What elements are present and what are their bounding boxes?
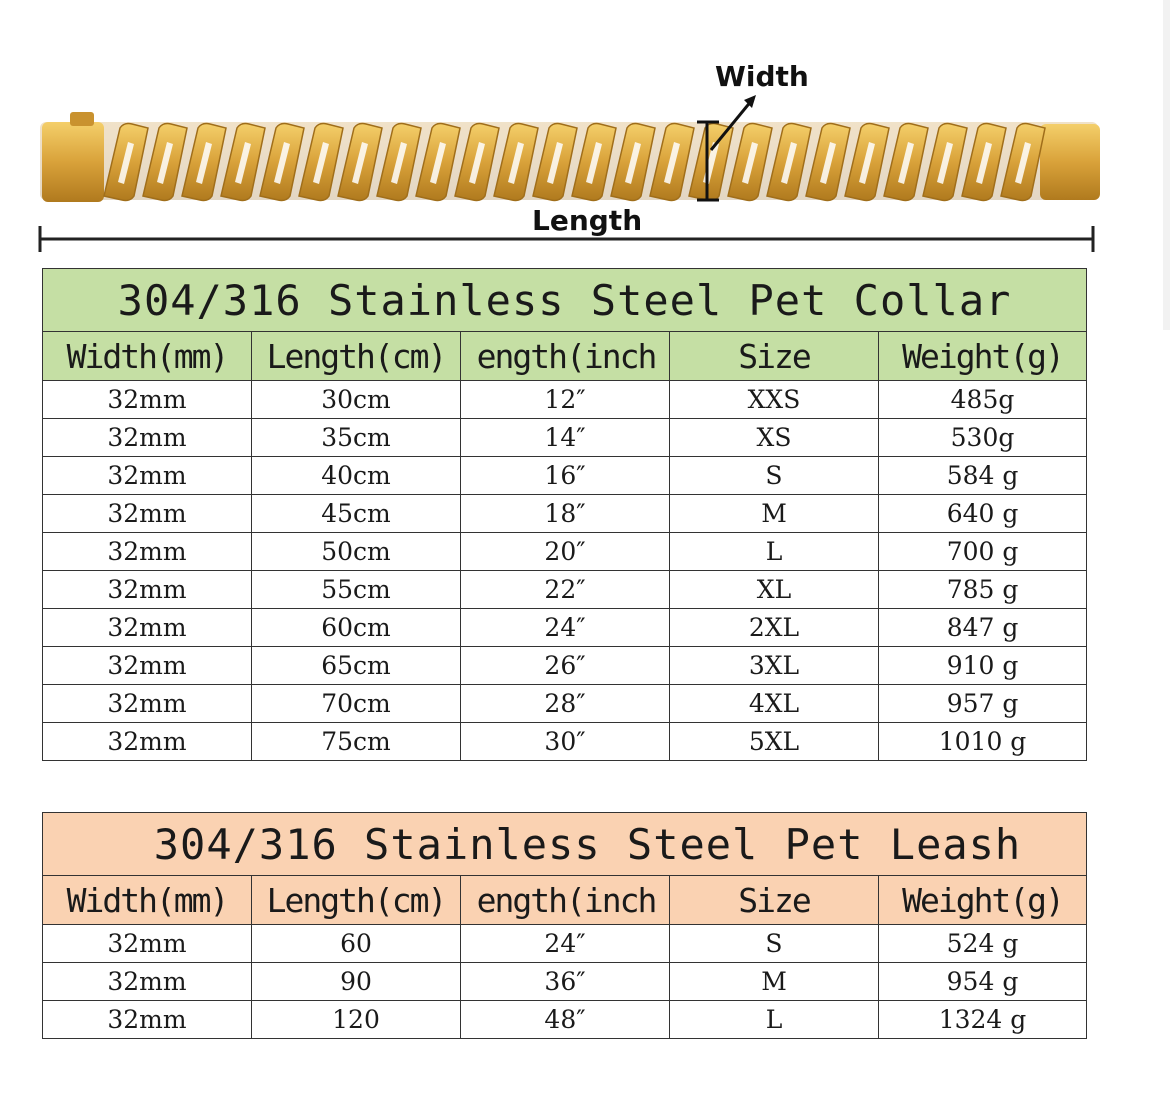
width-cell: 32mm bbox=[43, 571, 252, 609]
width-cell: 32mm bbox=[43, 381, 252, 419]
table-row bbox=[43, 571, 1087, 609]
width-cell: 32mm bbox=[43, 723, 252, 761]
collar-table bbox=[42, 268, 1087, 761]
size-cell: 3XL bbox=[670, 647, 879, 685]
length-cm-cell: 120 bbox=[252, 1001, 461, 1039]
width-cell: 32mm bbox=[43, 457, 252, 495]
weight-cell: 847 g bbox=[879, 609, 1087, 647]
weight-cell: 640 g bbox=[879, 495, 1087, 533]
size-cell: L bbox=[670, 533, 879, 571]
length-inch-cell: 24″ bbox=[461, 925, 670, 963]
collar-title: 304/316 Stainless Steel Pet Collar bbox=[43, 269, 1087, 332]
table-row bbox=[43, 533, 1087, 571]
col-width-header: Width(mm) bbox=[43, 876, 252, 925]
leash-title: 304/316 Stainless Steel Pet Leash bbox=[43, 813, 1087, 876]
table-row bbox=[43, 419, 1087, 457]
col-weight-header: Weight(g) bbox=[879, 332, 1087, 381]
length-label: Length bbox=[532, 204, 643, 237]
clasp-right bbox=[1040, 124, 1100, 200]
chain-diagram bbox=[0, 0, 1170, 265]
size-cell: 4XL bbox=[670, 685, 879, 723]
width-cell: 32mm bbox=[43, 495, 252, 533]
length-cm-cell: 30cm bbox=[252, 381, 461, 419]
length-inch-cell: 18″ bbox=[461, 495, 670, 533]
weight-cell: 485g bbox=[879, 381, 1087, 419]
length-cm-cell: 45cm bbox=[252, 495, 461, 533]
clasp-left bbox=[42, 122, 104, 202]
col-weight-header: Weight(g) bbox=[879, 876, 1087, 925]
weight-cell: 957 g bbox=[879, 685, 1087, 723]
col-length-cm-header: Length(cm) bbox=[252, 332, 461, 381]
length-cm-cell: 60cm bbox=[252, 609, 461, 647]
size-cell: M bbox=[670, 495, 879, 533]
table-row bbox=[43, 723, 1087, 761]
length-cm-cell: 70cm bbox=[252, 685, 461, 723]
size-cell: 5XL bbox=[670, 723, 879, 761]
leash-table bbox=[42, 812, 1087, 1039]
size-cell: S bbox=[670, 457, 879, 495]
length-inch-cell: 16″ bbox=[461, 457, 670, 495]
weight-cell: 530g bbox=[879, 419, 1087, 457]
width-cell: 32mm bbox=[43, 609, 252, 647]
width-cell: 32mm bbox=[43, 685, 252, 723]
length-inch-cell: 28″ bbox=[461, 685, 670, 723]
table-row bbox=[43, 685, 1087, 723]
length-inch-cell: 24″ bbox=[461, 609, 670, 647]
weight-cell: 584 g bbox=[879, 457, 1087, 495]
size-cell: XL bbox=[670, 571, 879, 609]
table-row bbox=[43, 647, 1087, 685]
col-width-header: Width(mm) bbox=[43, 332, 252, 381]
length-inch-cell: 30″ bbox=[461, 723, 670, 761]
size-cell: M bbox=[670, 963, 879, 1001]
length-cm-cell: 35cm bbox=[252, 419, 461, 457]
leash-header-row bbox=[43, 876, 1087, 925]
table-row bbox=[43, 925, 1087, 963]
weight-cell: 910 g bbox=[879, 647, 1087, 685]
width-cell: 32mm bbox=[43, 647, 252, 685]
weight-cell: 954 g bbox=[879, 963, 1087, 1001]
table-row bbox=[43, 495, 1087, 533]
length-cm-cell: 90 bbox=[252, 963, 461, 1001]
weight-cell: 524 g bbox=[879, 925, 1087, 963]
length-inch-cell: 12″ bbox=[461, 381, 670, 419]
size-cell: 2XL bbox=[670, 609, 879, 647]
width-label: Width bbox=[715, 60, 809, 93]
size-cell: XXS bbox=[670, 381, 879, 419]
col-length-inch-header: ength(inch bbox=[461, 332, 670, 381]
length-cm-cell: 75cm bbox=[252, 723, 461, 761]
length-cm-cell: 40cm bbox=[252, 457, 461, 495]
gold-chain bbox=[40, 112, 1100, 202]
length-cm-cell: 60 bbox=[252, 925, 461, 963]
length-inch-cell: 20″ bbox=[461, 533, 670, 571]
table-row bbox=[43, 457, 1087, 495]
width-cell: 32mm bbox=[43, 963, 252, 1001]
col-size-header: Size bbox=[670, 876, 879, 925]
size-cell: XS bbox=[670, 419, 879, 457]
length-inch-cell: 26″ bbox=[461, 647, 670, 685]
col-length-cm-header: Length(cm) bbox=[252, 876, 461, 925]
length-cm-cell: 65cm bbox=[252, 647, 461, 685]
col-size-header: Size bbox=[670, 332, 879, 381]
width-cell: 32mm bbox=[43, 533, 252, 571]
length-cm-cell: 50cm bbox=[252, 533, 461, 571]
table-row bbox=[43, 609, 1087, 647]
length-cm-cell: 55cm bbox=[252, 571, 461, 609]
collar-header-row bbox=[43, 332, 1087, 381]
width-cell: 32mm bbox=[43, 925, 252, 963]
weight-cell: 1324 g bbox=[879, 1001, 1087, 1039]
width-cell: 32mm bbox=[43, 1001, 252, 1039]
weight-cell: 785 g bbox=[879, 571, 1087, 609]
col-length-inch-header: ength(inch bbox=[461, 876, 670, 925]
table-row bbox=[43, 381, 1087, 419]
table-row bbox=[43, 1001, 1087, 1039]
length-inch-cell: 22″ bbox=[461, 571, 670, 609]
table-row bbox=[43, 963, 1087, 1001]
length-inch-cell: 48″ bbox=[461, 1001, 670, 1039]
length-inch-cell: 14″ bbox=[461, 419, 670, 457]
size-cell: S bbox=[670, 925, 879, 963]
weight-cell: 700 g bbox=[879, 533, 1087, 571]
width-cell: 32mm bbox=[43, 419, 252, 457]
weight-cell: 1010 g bbox=[879, 723, 1087, 761]
size-cell: L bbox=[670, 1001, 879, 1039]
length-inch-cell: 36″ bbox=[461, 963, 670, 1001]
